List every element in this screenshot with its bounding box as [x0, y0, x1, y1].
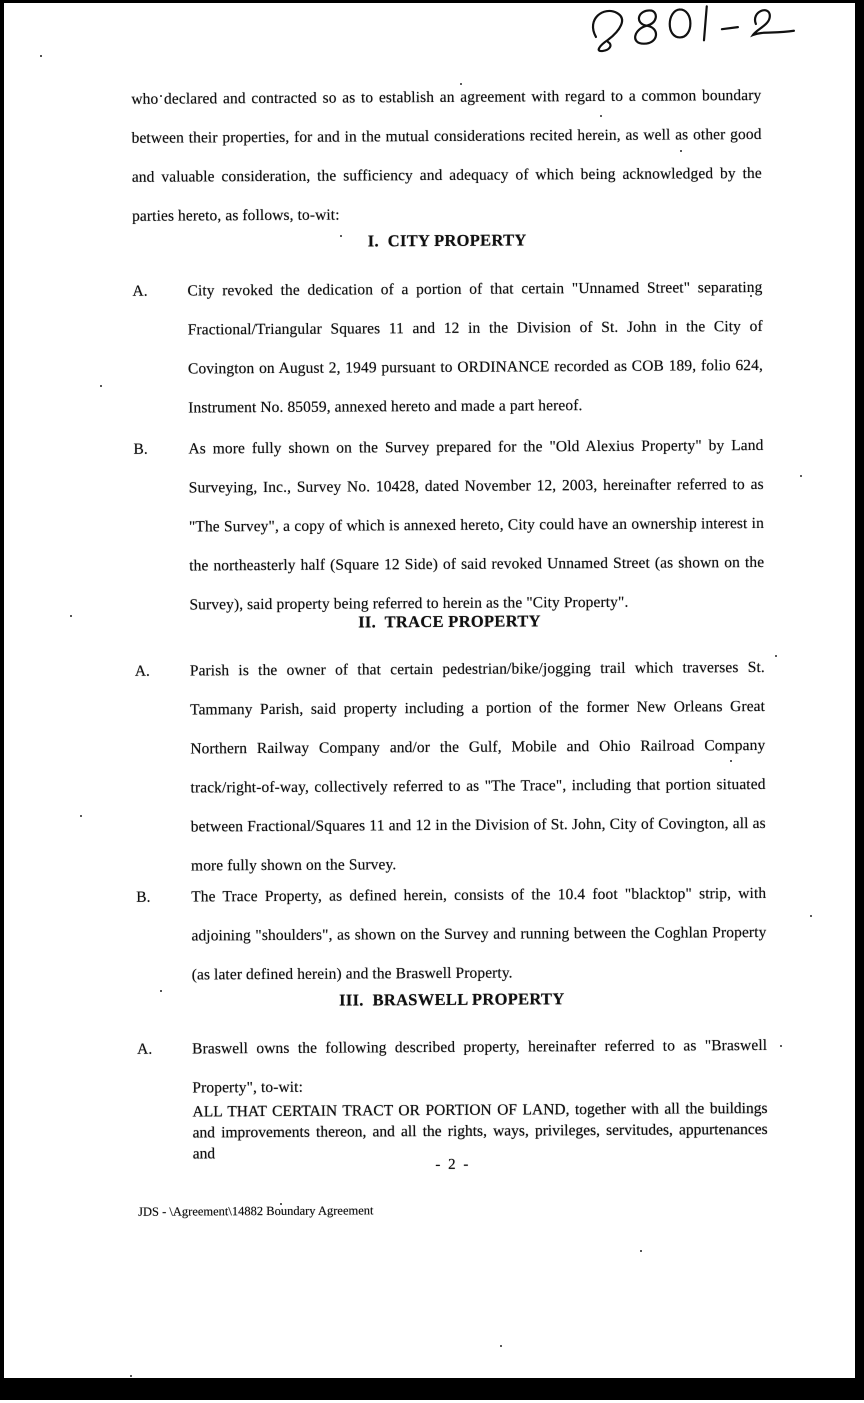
- list-item-city-b: [133, 426, 764, 625]
- section-heading-trace-property: II. TRACE PROPERTY: [358, 611, 541, 632]
- item-label: A.: [134, 662, 150, 680]
- document-footer-reference: JDS - \Agreement\14882 Boundary Agreement: [138, 1203, 374, 1219]
- item-text: Braswell owns the following described property, hereinafter referred to as "Braswell Property", to-wit:: [192, 1036, 768, 1097]
- list-item-trace-a: [135, 648, 766, 886]
- section-heading-city-property: I. CITY PROPERTY: [367, 230, 527, 251]
- section-heading-braswell-property: III. BRASWELL PROPERTY: [339, 989, 565, 1010]
- page-number: - 2 -: [435, 1156, 471, 1173]
- item-label: A.: [132, 282, 148, 300]
- list-item-city-a: [132, 268, 763, 428]
- list-item-trace-b: [136, 874, 767, 995]
- legal-description-text: ALL THAT CERTAIN TRACT OR PORTION OF LAND, together with all the buildings and improvements thereon, and all the rights, ways, privileges, servitudes, appurtenances and: [192, 1099, 768, 1163]
- intro-paragraph: who declared and contracted so as to establish an agreement with regard to a common boundary between their properties, for and in the mutual considerations recited herein, as well as other good and valuable consideration, the sufficiency and adequacy of which being acknowledged by the parties hereto, as follows, to-wit:: [131, 86, 762, 225]
- item-label: B.: [133, 440, 148, 458]
- list-item-braswell-a: [137, 1026, 767, 1108]
- item-label: B.: [136, 888, 151, 906]
- item-text: The Trace Property, as defined herein, consists of the 10.4 foot "blacktop" strip, with adjoining "shoulders", as shown on the Survey and running between the Coghlan Property (as later defined herein) and the Braswell Property.: [191, 884, 767, 984]
- item-label: A.: [137, 1040, 153, 1058]
- item-text: City revoked the dedication of a portion of that certain "Unnamed Street" separating Fractional/Triangular Squares 11 and 12 in the Division of St. John in the City of Covington on August 2, 1949 pursuant to ORDINANCE recorded as COB 189, folio 624, Instrument No. 85059, annexed hereto and made a part hereof.: [187, 278, 764, 417]
- item-text: Parish is the owner of that certain pedestrian/bike/jogging trail which traverses St. Tammany Parish, said property including a portion of the former New Orleans Great Northern Railway Company and/or the Gulf, Mobile and Ohio Railroad Company track/right-of-way, collectively referred to as "The Trace", including that portion situated between Fractional/Squares 11 and 12 in the Division of St. John, City of Covington, all as more fully shown on the Survey.: [189, 658, 766, 875]
- handwritten-docket-number: [574, 0, 802, 57]
- item-text: As more fully shown on the Survey prepared for the "Old Alexius Property" by Land Surveying, Inc., Survey No. 10428, dated November 12, 2003, hereinafter referred to as "The Survey", a copy of which is annexed hereto, City could have an ownership interest in the northeasterly half (Square 12 Side) of said revoked Unnamed Street (as shown on the Survey), said property being referred to herein as the "City Property".: [188, 436, 765, 614]
